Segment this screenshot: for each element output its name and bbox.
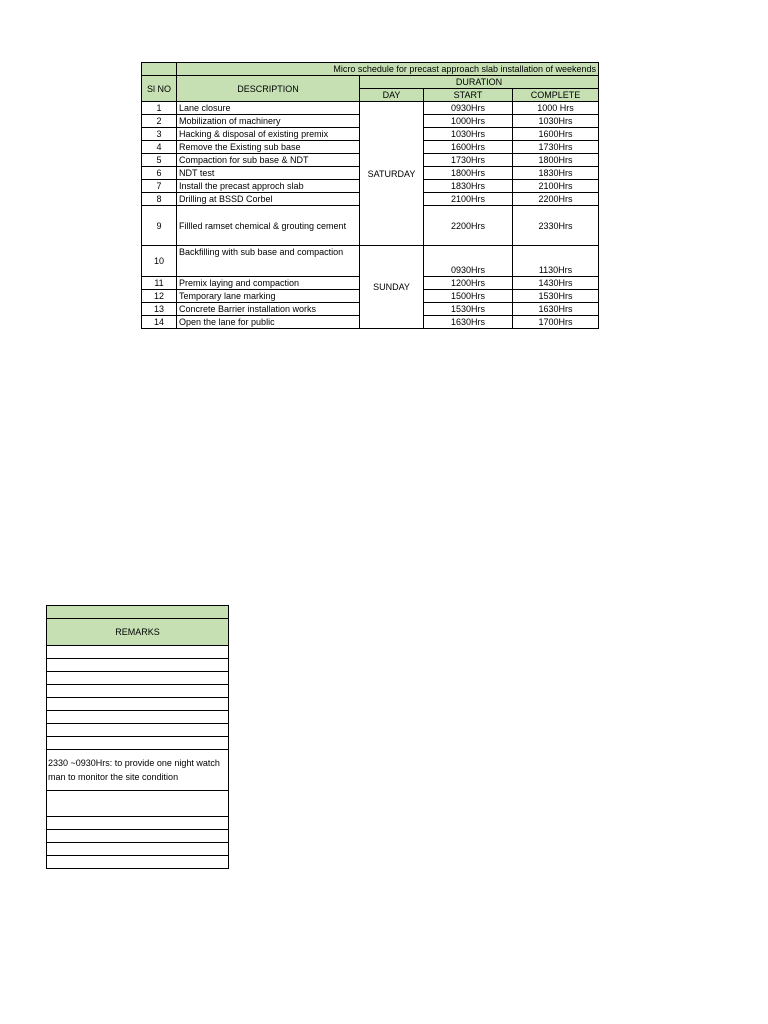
row-description: Remove the Existing sub base: [177, 141, 360, 154]
remarks-row: [47, 791, 229, 817]
row-complete: 2330Hrs: [513, 206, 599, 246]
schedule-header-row: [142, 76, 599, 89]
remarks-header: REMARKS: [47, 619, 229, 646]
table-row: [142, 102, 599, 115]
row-start: 1500Hrs: [424, 290, 513, 303]
row-start: 2100Hrs: [424, 193, 513, 206]
row-description: Drilling at BSSD Corbel: [177, 193, 360, 206]
row-sno: 9: [142, 206, 177, 246]
row-complete: 1800Hrs: [513, 154, 599, 167]
complete-header: COMPLETE: [513, 89, 599, 102]
row-complete: 1030Hrs: [513, 115, 599, 128]
remarks-row: [47, 856, 229, 869]
schedule-title: Micro schedule for precast approach slab installation of weekends: [177, 63, 599, 76]
row-description: NDT test: [177, 167, 360, 180]
sno-header: Sl NO: [142, 76, 177, 102]
start-header: START: [424, 89, 513, 102]
row-complete: 1530Hrs: [513, 290, 599, 303]
row-complete: 2100Hrs: [513, 180, 599, 193]
schedule-title-row: [142, 63, 599, 76]
row-description: Concrete Barrier installation works: [177, 303, 360, 316]
row-start: 1830Hrs: [424, 180, 513, 193]
remarks-table: [46, 605, 229, 869]
row-sno: 4: [142, 141, 177, 154]
row-start: 1630Hrs: [424, 316, 513, 329]
row-sno: 7: [142, 180, 177, 193]
row-complete: 1730Hrs: [513, 141, 599, 154]
table-row: [142, 246, 599, 277]
day-saturday: SATURDAY: [360, 102, 424, 246]
row-description: Install the precast approch slab: [177, 180, 360, 193]
day-sunday: SUNDAY: [360, 246, 424, 329]
row-complete: 2200Hrs: [513, 193, 599, 206]
row-complete: 1700Hrs: [513, 316, 599, 329]
remarks-row: [47, 750, 229, 791]
row-description: Mobilization of machinery: [177, 115, 360, 128]
row-description: Backfilling with sub base and compaction: [177, 246, 360, 277]
row-sno: 10: [142, 246, 177, 277]
row-start: 1530Hrs: [424, 303, 513, 316]
row-description: Premix laying and compaction: [177, 277, 360, 290]
row-complete: 1600Hrs: [513, 128, 599, 141]
row-sno: 2: [142, 115, 177, 128]
remarks-top-row: [47, 606, 229, 619]
row-sno: 14: [142, 316, 177, 329]
row-start: 0930Hrs: [424, 246, 513, 277]
remarks-row: [47, 646, 229, 659]
row-complete: 1000 Hrs: [513, 102, 599, 115]
remarks-note: 2330 ~0930Hrs: to provide one night watch man to monitor the site condition: [47, 750, 229, 791]
remarks-row: [47, 830, 229, 843]
remarks-row: [47, 817, 229, 830]
row-complete: 1630Hrs: [513, 303, 599, 316]
remarks-row: [47, 659, 229, 672]
row-start: 1030Hrs: [424, 128, 513, 141]
remarks-row: [47, 698, 229, 711]
row-description: Open the lane for public: [177, 316, 360, 329]
remarks-row: [47, 737, 229, 750]
remarks-row: [47, 843, 229, 856]
row-sno: 3: [142, 128, 177, 141]
row-description: Lane closure: [177, 102, 360, 115]
row-sno: 6: [142, 167, 177, 180]
row-description: Temporary lane marking: [177, 290, 360, 303]
row-description: Fillled ramset chemical & grouting cement: [177, 206, 360, 246]
remarks-row: [47, 711, 229, 724]
row-start: 1200Hrs: [424, 277, 513, 290]
row-description: Compaction for sub base & NDT: [177, 154, 360, 167]
remarks-row: [47, 685, 229, 698]
row-sno: 8: [142, 193, 177, 206]
remarks-row: [47, 724, 229, 737]
row-complete: 1430Hrs: [513, 277, 599, 290]
remarks-row: [47, 672, 229, 685]
row-description: Hacking & disposal of existing premix: [177, 128, 360, 141]
row-complete: 1130Hrs: [513, 246, 599, 277]
row-sno: 12: [142, 290, 177, 303]
row-start: 1600Hrs: [424, 141, 513, 154]
row-start: 1000Hrs: [424, 115, 513, 128]
row-sno: 5: [142, 154, 177, 167]
description-header: DESCRIPTION: [177, 76, 360, 102]
row-start: 1730Hrs: [424, 154, 513, 167]
row-start: 0930Hrs: [424, 102, 513, 115]
row-sno: 11: [142, 277, 177, 290]
row-start: 1800Hrs: [424, 167, 513, 180]
row-sno: 1: [142, 102, 177, 115]
row-complete: 1830Hrs: [513, 167, 599, 180]
duration-header: DURATION: [360, 76, 599, 89]
schedule-table: [141, 62, 599, 329]
day-header: DAY: [360, 89, 424, 102]
remarks-header-row: [47, 619, 229, 646]
row-start: 2200Hrs: [424, 206, 513, 246]
row-sno: 13: [142, 303, 177, 316]
